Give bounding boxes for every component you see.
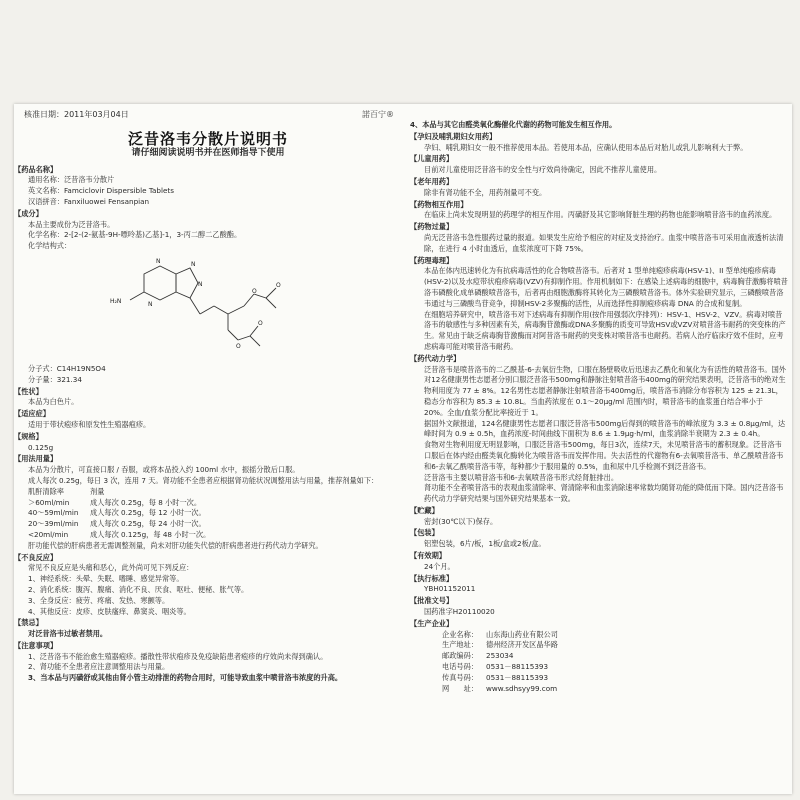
precaution-item: 1、泛昔洛韦不能治愈生殖器疱疹。播散性带状疱疹及免疫缺陷患者疱疹的疗效尚未得到确认。 — [28, 651, 328, 661]
page-subtitle: 请仔细阅读说明书并在医师指导下使用 — [131, 147, 285, 158]
maker-row — [410, 640, 788, 651]
section-heading-pharmacology: 【 药理毒理 】 — [410, 256, 788, 267]
section-heading-pk: 【 药代动力学 】 — [410, 354, 788, 365]
adverse-item: 3、全身反应：疲劳、疼痛、发热、寒颤等。 — [28, 595, 170, 605]
maker-key: 电话号码： — [442, 662, 478, 672]
section-heading-maker: 【 生产企业 】 — [410, 619, 788, 630]
right-column — [410, 104, 788, 694]
section-heading-indications: 【 适应症 】 — [14, 409, 402, 420]
indications-text: 适用于带状疱疹和原发性生殖器疱疹。 — [28, 419, 151, 429]
dose-value: 成人每次 0.25g，每 8 小时一次。 — [90, 497, 202, 507]
precaution-item: 2、肾功能不全患者应注意调整用法与用量。 — [28, 662, 170, 672]
usage-line-1: 本品为分散片，可直接口服 / 吞服，或将本品投入约 100ml 水中，振摇分散后口服。 — [28, 465, 300, 475]
section-heading-traits: 【 性状 】 — [14, 387, 402, 398]
left-column — [14, 104, 402, 684]
pk-p1: 泛昔洛韦是喷昔洛韦的二乙酰基-6-去氧衍生物，口服在肠壁吸收后迅速去乙酰化和氧化为有活性的喷昔洛韦。国外对12名健康男性志愿者分别口服泛昔洛韦500mg和静脉注射喷昔洛韦400mg的研究结果表明，泛昔洛韦的绝对生物利用度为 77 ± 8%。12名男性志愿者静脉注射喷昔洛韦400mg后，喷昔洛韦消除分布容积为 125 ± 21.3L，稳态分布容积为 85.3 ± 10.8L。当血药浓度在 0.1～20μg/ml 范围内时，喷昔洛韦的血浆蛋白结合率小于 20%。全血/血浆分配比率接近于 1。 — [424, 364, 786, 417]
section-heading-elderly: 【 老年用药 】 — [410, 177, 788, 188]
maker-row — [410, 662, 788, 673]
section-heading-standard: 【 执行标准 】 — [410, 574, 788, 585]
chemical-name: 化学名称：2-[2-(2-氨基-9H-嘌呤基)乙基]-1，3-丙二醇二乙酸酯。 — [28, 230, 242, 240]
pregnancy-text: 孕妇、哺乳期妇女一般不推荐使用本品。若使用本品，应确认使用本品后对胎儿或乳儿影响利大于弊。 — [424, 142, 748, 152]
precaution-item-4: 4、本品与其它由醛类氧化酶催化代谢的药物可能发生相互作用。 — [410, 120, 617, 129]
usage-line-2: 成人每次 0.25g，每日 3 次，连用 7 天。肾功能不全患者应根据肾功能状况调整用法与用量，推荐剂量如下： — [28, 475, 379, 485]
adverse-intro: 常见不良反应是头痛和恶心，此外尚可见下列反应： — [28, 563, 194, 573]
section-heading-validity: 【 有效期 】 — [410, 551, 788, 562]
pk-p4: 泛昔洛韦主要以喷昔洛韦和6-去氧喷昔洛韦形式经肾脏排出。 — [424, 472, 619, 482]
dose-clearance: 20～39ml/min — [28, 519, 79, 529]
structure-label: 化学结构式： — [28, 241, 72, 251]
svg-text:O: O — [258, 319, 263, 327]
traits-text: 本品为白色片。 — [28, 397, 79, 407]
dose-clearance: 40～59ml/min — [28, 508, 79, 518]
svg-text:N: N — [156, 257, 161, 265]
generic-name: 通用名称：泛昔洛韦分散片 — [28, 175, 115, 185]
maker-key: 生产地址： — [442, 640, 478, 650]
maker-value: 山东海山药业有限公司 — [486, 629, 558, 639]
section-heading-drug-name: 【 药品名称 】 — [14, 165, 402, 176]
svg-text:O: O — [276, 281, 281, 289]
section-heading-adverse: 【 不良反应 】 — [14, 553, 402, 564]
english-name: 英文名称：Famciclovir Dispersible Tablets — [28, 186, 174, 196]
pk-p3: 食物对生物利用度无明显影响，口服泛昔洛韦500mg，每日3次，连续7天，未见喷昔洛韦的蓄积现象。泛昔洛韦口服后在体内经由醛类氧化酶转化为喷昔洛韦而发挥作用。失去活性的代谢物有6-去氧喷昔洛韦、单乙酰喷昔洛韦和6-去氧乙酰喷昔洛韦等，每种都少于服用量的 0.5%，血和尿中几乎检测不到泛昔洛韦。 — [424, 440, 784, 471]
section-heading-pregnancy: 【 孕妇及哺乳期妇女用药 】 — [410, 132, 788, 143]
section-heading-usage: 【 用法用量 】 — [14, 454, 402, 465]
spec-text: 0.125g — [28, 442, 54, 452]
package-text: 铝塑包装，6片/板，1板/盒或2板/盒。 — [424, 539, 546, 549]
header — [14, 96, 402, 122]
dose-value: 成人每次 0.125g，每 48 小时一次。 — [90, 529, 211, 539]
maker-key: 邮政编码： — [442, 651, 478, 661]
children-text: 目前对儿童使用泛昔洛韦的安全性与疗效尚待确定，因此不推荐儿童使用。 — [424, 165, 662, 175]
maker-value: 0531－88115393 — [486, 672, 549, 682]
maker-value: www.sdhsyy99.com — [486, 683, 558, 693]
interaction-text: 在临床上尚未发现明显的药理学的相互作用。丙磺舒及其它影响肾脏生理的药物也能影响喷昔洛韦的血药浓度。 — [424, 210, 777, 220]
structure-diagram — [104, 254, 304, 360]
maker-value: 253034 — [486, 651, 514, 661]
dose-table-header — [14, 487, 402, 498]
maker-row — [410, 673, 788, 684]
maker-key: 企业名称： — [442, 629, 478, 639]
adverse-item: 1、神经系统：头晕、失眠、嗜睡、感觉异常等。 — [28, 574, 184, 584]
dose-header-clearance: 肌酐清除率 — [28, 486, 64, 496]
maker-value: 0531－88115393 — [486, 662, 549, 672]
elderly-text: 除非有肾功能不全，用药剂量可不变。 — [424, 187, 547, 197]
overdose-text: 尚无泛昔洛韦急性服药过量的报道。如果发生应给予相应的对症及支持治疗。血浆中喷昔洛韦可采用血液透析法清除，在进行 4 小时血透后，血浆浓度可下降 75%。 — [424, 232, 784, 253]
section-heading-approval: 【 批准文号 】 — [410, 596, 788, 607]
maker-row — [410, 651, 788, 662]
chemical-structure — [14, 254, 402, 362]
dose-value: 成人每次 0.25g，每 24 小时一次。 — [90, 519, 206, 529]
section-heading-interaction: 【 药物相互作用 】 — [410, 200, 788, 211]
page-title: 泛昔洛韦分散片说明书 — [127, 130, 288, 148]
maker-value: 德州经济开发区晶华路 — [486, 640, 558, 650]
section-heading-children: 【 儿童用药 】 — [410, 154, 788, 165]
maker-key: 网 址： — [442, 683, 478, 693]
section-heading-precautions: 【 注意事项 】 — [14, 641, 402, 652]
dose-clearance: ＞60ml/min — [28, 497, 70, 507]
maker-row — [410, 684, 788, 695]
svg-text:O: O — [252, 287, 257, 295]
dose-value: 成人每次 0.25g，每 12 小时一次。 — [90, 508, 206, 518]
molecular-weight: 分子量：321.34 — [28, 374, 82, 384]
approval-date: 核准日期：2011年03月04日 — [24, 110, 129, 119]
standard-text: YBH01152011 — [424, 584, 476, 594]
maker-key: 传真号码： — [442, 672, 478, 682]
contraindications-text: 对泛昔洛韦过敏者禁用。 — [28, 629, 108, 639]
molecular-formula: 分子式：C14H19N5O4 — [28, 363, 106, 373]
brand-mark: 諾百宁® — [362, 110, 394, 119]
section-heading-package: 【 包装 】 — [410, 528, 788, 539]
pinyin-name: 汉语拼音：Fanxiluowei Fensanpian — [28, 196, 150, 206]
svg-text:N: N — [191, 260, 196, 268]
dose-table-row — [14, 530, 402, 541]
dose-table-row — [14, 498, 402, 509]
usage-note: 肝功能代偿的肝病患者无需调整剂量，尚未对肝功能失代偿的肝病患者进行药代动力学研究。 — [28, 540, 323, 550]
section-heading-overdose: 【 药物过量 】 — [410, 222, 788, 233]
svg-text:N: N — [148, 300, 153, 308]
pharmacology-p2: 在细胞培养研究中，喷昔洛韦对下述病毒有抑制作用(按作用强弱次序排列)：HSV-1、HSV-2、VZV。病毒对喷昔洛韦的敏感性与多种因素有关，病毒胸苷激酶或DNA多聚酶的质变可导致HSV或VZV对喷昔洛韦耐药的突变株的产生。常见由于缺乏病毒胸苷激酶而对阿昔洛韦耐药的突变株对喷昔洛韦也耐药。若病人治疗临床疗效不佳时，应考虑病毒可能对喷昔洛韦耐药。 — [424, 309, 786, 351]
precaution-item: 3、当本品与丙磺舒或其他由肾小管主动排泄的药物合用时，可能导致血浆中喷昔洛韦浓度的升高。 — [28, 673, 343, 683]
dose-table-row — [14, 519, 402, 530]
pk-p5: 肾功能不全者喷昔洛韦的表观血浆清除率、肾清除率和血浆消除速率常数均随肾功能的降低而下降。国内泛昔洛韦药代动力学研究结果与国外研究结果基本一致。 — [424, 483, 784, 504]
section-heading-spec: 【 规格 】 — [14, 432, 402, 443]
adverse-item: 2、消化系统：腹泻、腹痛、消化不良、厌食、呕吐、便秘、胀气等。 — [28, 584, 249, 594]
maker-row — [410, 630, 788, 641]
svg-text:N: N — [198, 280, 203, 288]
section-heading-composition: 【 成分 】 — [14, 209, 402, 220]
pk-p2: 据国外文献报道，124名健康男性志愿者口服泛昔洛韦500mg后得到的喷昔洛韦的峰浓度为 3.3 ± 0.8μg/ml，达峰时间为 0.9 ± 0.5h，血药浓度-时间曲线下面积为 8.6 ± 1.9μg·h/ml，血浆消除半衰期为 2.3 ± 0.4h。 — [424, 418, 786, 439]
dose-clearance: <20ml/min — [28, 529, 69, 539]
dose-header-dose: 剂量 — [90, 486, 105, 496]
pharmacology-p1: 本品在体内迅速转化为有抗病毒活性的化合物喷昔洛韦。后者对 1 型单纯疱疹病毒(HSV-1)、II 型单纯疱疹病毒(HSV-2)以及水痘带状疱疹病毒(VZV)有抑制作用。作用机制如下：在感染上述病毒的细胞中，病毒胸苷激酶将喷昔洛韦磷酸化成单磷酸喷昔洛韦，后者再由细胞激酶将其转化为三磷酸喷昔洛韦。体外实验研究显示，三磷酸喷昔洛韦通过与三磷酸鸟苷竞争，抑制HSV-2多聚酶的活性，从而选择性抑制疱疹病毒 DNA 的合成和复制。 — [424, 266, 788, 308]
section-heading-storage: 【 贮藏 】 — [410, 506, 788, 517]
approval-text: 国药准字H20110020 — [424, 607, 495, 617]
leaflet-sheet — [14, 104, 792, 794]
validity-text: 24个月。 — [424, 561, 455, 571]
svg-text:H₂N: H₂N — [110, 297, 122, 305]
adverse-item: 4、其他反应：皮疹、皮肤瘙痒、鼻窦炎、咽炎等。 — [28, 606, 191, 616]
storage-text: 密封(30℃以下)保存。 — [424, 516, 498, 526]
composition-main: 本品主要成份为泛昔洛韦。 — [28, 219, 115, 229]
svg-text:O: O — [236, 342, 241, 350]
section-heading-contraindications: 【 禁忌 】 — [14, 618, 402, 629]
dose-table-row — [14, 508, 402, 519]
